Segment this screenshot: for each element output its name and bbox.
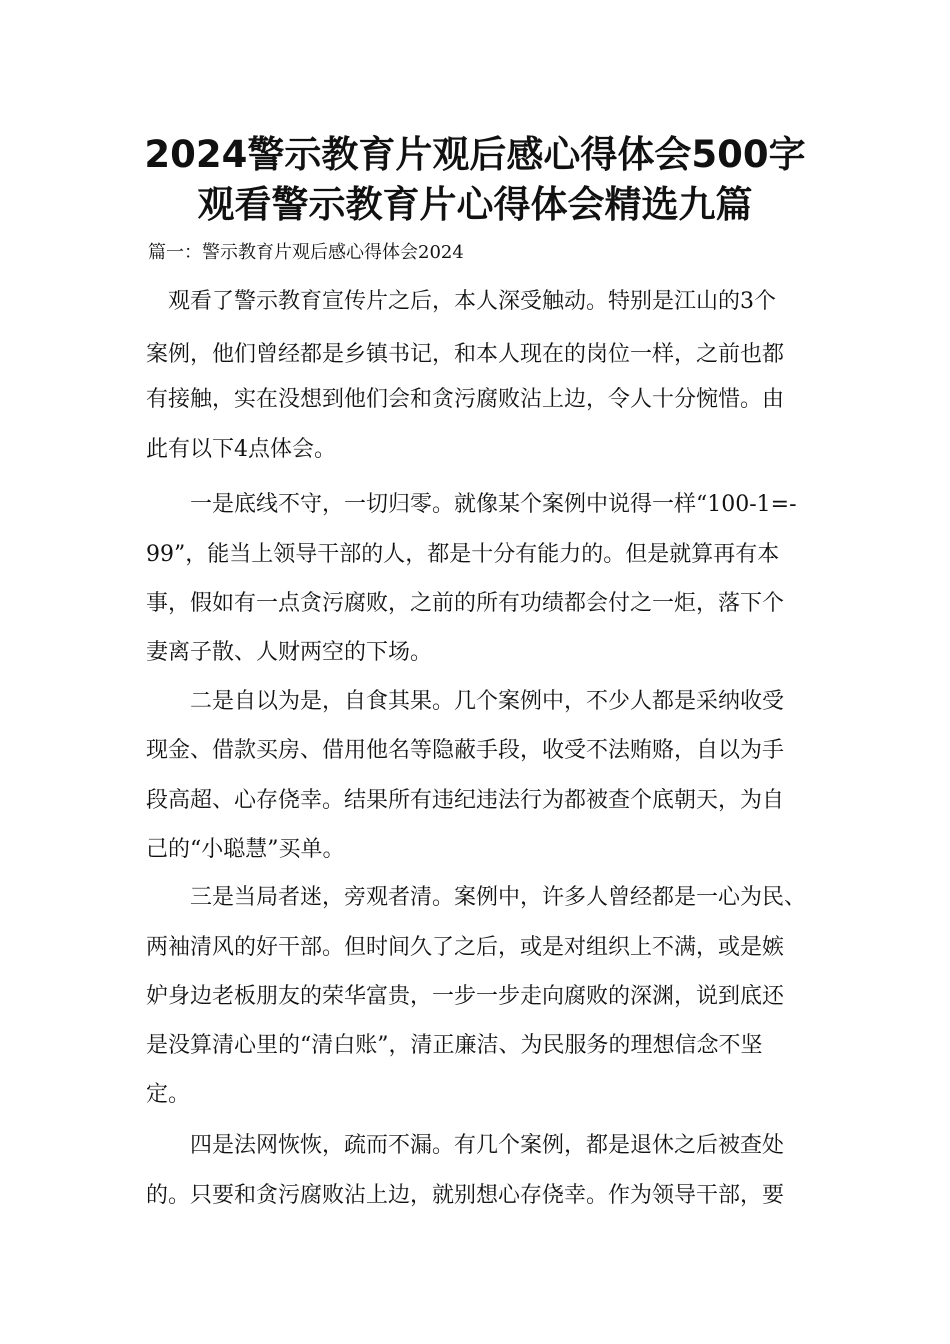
body-line: 有接触，实在没想到他们会和贪污腐败沾上边，令人十分惋惜。由 [146,387,785,412]
body-line: 妻离子散、人财两空的下场。 [146,640,433,665]
body-line: 的。只要和贪污腐败沾上边，就别想心存侥幸。作为领导干部，要 [146,1183,785,1208]
body-line: 两袖清风的好干部。但时间久了之后，或是对组织上不满，或是嫉 [146,935,785,960]
body-line: 四是法网恢恢，疏而不漏。有几个案例，都是退休之后被查处 [190,1133,785,1158]
body-line: 此有以下4点体会。 [146,437,336,462]
body-line: 妒身边老板朋友的荣华富贵，一步一步走向腐败的深渊，说到底还 [146,984,785,1009]
document-title-line-2: 观看警示教育片心得体会精选九篇 [197,183,753,226]
body-line: 一是底线不守，一切归零。就像某个案例中说得一样“100-1=- [190,492,797,517]
body-line: 事，假如有一点贪污腐败，之前的所有功绩都会付之一炬，落下个 [146,591,785,616]
section-heading: 篇一：警示教育片观后感心得体会2024 [148,242,464,263]
body-line: 观看了警示教育宣传片之后，本人深受触动。特别是江山的3个 [168,289,776,314]
document-title-line-1: 2024警示教育片观后感心得体会500字 [144,133,806,176]
body-line: 二是自以为是，自食其果。几个案例中，不少人都是采纳收受 [190,689,785,714]
body-line: 定。 [146,1082,191,1107]
body-line: 段高超、心存侥幸。结果所有违纪违法行为都被查个底朝天，为自 [146,788,785,813]
body-line: 现金、借款买房、借用他名等隐蔽手段，收受不法贿赂，自以为手 [146,738,785,763]
body-line: 己的“小聪慧”买单。 [146,837,345,862]
body-line: 是没算清心里的“清白账”，清正廉洁、为民服务的理想信念不坚 [146,1033,763,1058]
body-line: 99”，能当上领导干部的人，都是十分有能力的。但是就算再有本 [146,542,780,567]
body-line: 三是当局者迷，旁观者清。案例中，许多人曾经都是一心为民、 [190,885,807,910]
body-line: 案例，他们曾经都是乡镇书记，和本人现在的岗位一样，之前也都 [146,342,785,367]
